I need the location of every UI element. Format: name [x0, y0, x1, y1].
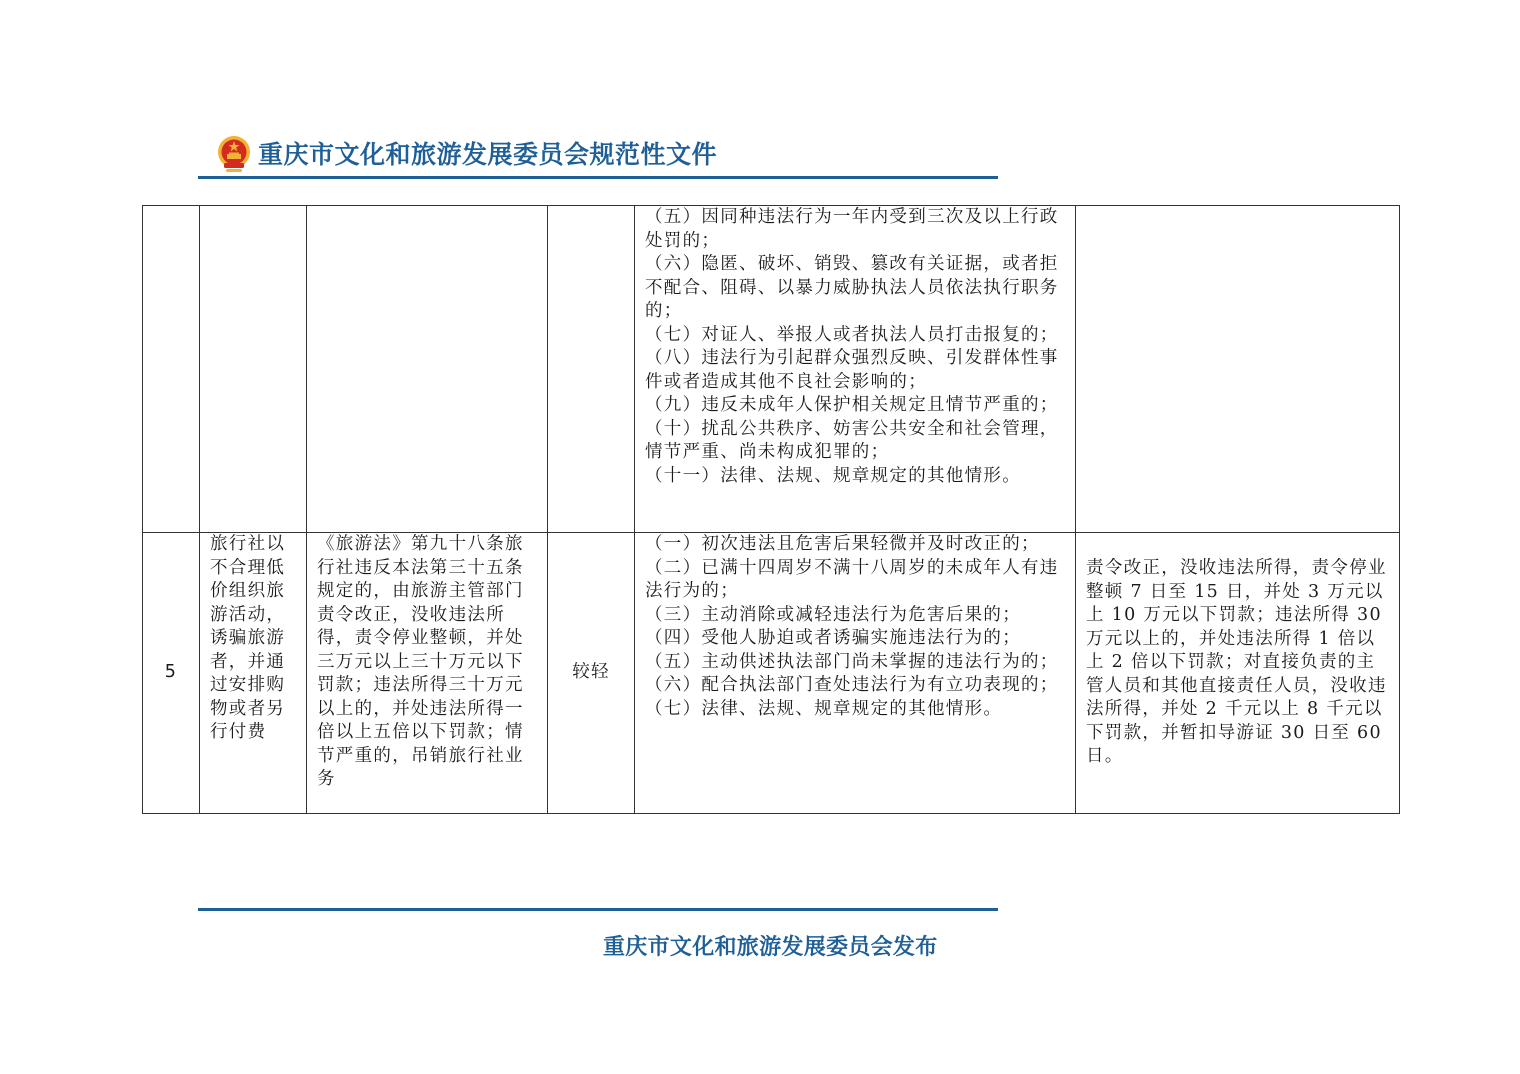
legal-basis-text: 《旅游法》第九十八条旅行社违反本法第三十五条规定的，由旅游主管部门责令改正，没收违法所得，责令停业整顿，并处三万元以上三十万元以下罚款；违法所得三十万元以上的，并处违法所得一倍以上五倍以下罚款；情节严重的，吊销旅行社业务 [317, 534, 524, 789]
circumstance-item: （十一）法律、法规、规章规定的其他情形。 [645, 465, 1021, 486]
behavior-text: 旅行社以不合理低价组织旅游活动，诱骗旅游者，并通过安排购物或者另行付费 [210, 534, 286, 742]
row-number: 5 [143, 533, 200, 814]
behavior-cell [200, 206, 307, 533]
footer-divider [198, 908, 998, 911]
circumstance-item: （二）已满十四周岁不满十八周岁的未成年人有违法行为的； [645, 557, 1059, 601]
behavior-cell [200, 533, 307, 814]
circumstance-item: （九）违反未成年人保护相关规定且情节严重的； [645, 395, 1059, 415]
document-header [216, 132, 717, 174]
table-row [143, 533, 1400, 814]
circumstance-item: （六）隐匿、破坏、销毁、篡改有关证据，或者拒不配合、阻碍、以暴力威胁执法人员依法执行职务的； [645, 254, 1059, 321]
penalty-cell [1076, 206, 1400, 533]
national-emblem-icon [216, 133, 252, 173]
circumstance-item: （四）受他人胁迫或者诱骗实施违法行为的； [645, 628, 1021, 648]
page-title: 重庆市文化和旅游发展委员会规范性文件 [258, 140, 718, 169]
circumstances-cell [635, 206, 1076, 533]
header-divider [198, 176, 998, 179]
circumstance-item: （三）主动消除或减轻违法行为危害后果的； [645, 604, 1021, 625]
legal-basis-cell [307, 533, 548, 814]
publisher-footer: 重庆市文化和旅游发展委员会发布 [603, 934, 938, 960]
legal-basis-cell [307, 206, 548, 533]
circumstance-item: （七）对证人、举报人或者执法人员打击报复的； [645, 324, 1059, 345]
circumstance-item: （五）因同种违法行为一年内受到三次及以上行政处罚的； [645, 207, 1059, 251]
circumstance-item: （五）主动供述执法部门尚未掌握的违法行为的； [645, 651, 1059, 672]
circumstance-item: （七）法律、法规、规章规定的其他情形。 [645, 698, 1003, 719]
circumstance-item: （八）违法行为引起群众强烈反映、引发群体性事件或者造成其他不良社会影响的； [645, 348, 1059, 392]
circumstance-item: （六）配合执法部门查处违法行为有立功表现的； [645, 675, 1059, 695]
row-number [143, 206, 200, 533]
circumstance-item: （一）初次违法且危害后果轻微并及时改正的； [645, 534, 1040, 554]
table-row [143, 206, 1400, 533]
penalty-cell: 责令改正，没收违法所得，责令停业整顿 7 日至 15 日，并处 3 万元以上 10 万元以下罚款；违法所得 30 万元以上的，并处违法所得 1 倍以上 2 倍以下罚款；对直接负责的主管人员和其他直接责任人员，没收违法所得，并处 2 千元以上 8 千元以下罚款，并暂扣导游证 30 日至 60 日。 [1076, 533, 1400, 814]
severity-level: 较轻 [548, 533, 635, 814]
circumstance-item: （十）扰乱公共秩序、妨害公共安全和社会管理，情节严重、尚未构成犯罪的； [645, 418, 1059, 462]
circumstances-cell [635, 533, 1076, 814]
severity-level [548, 206, 635, 533]
penalty-table [142, 205, 1400, 814]
